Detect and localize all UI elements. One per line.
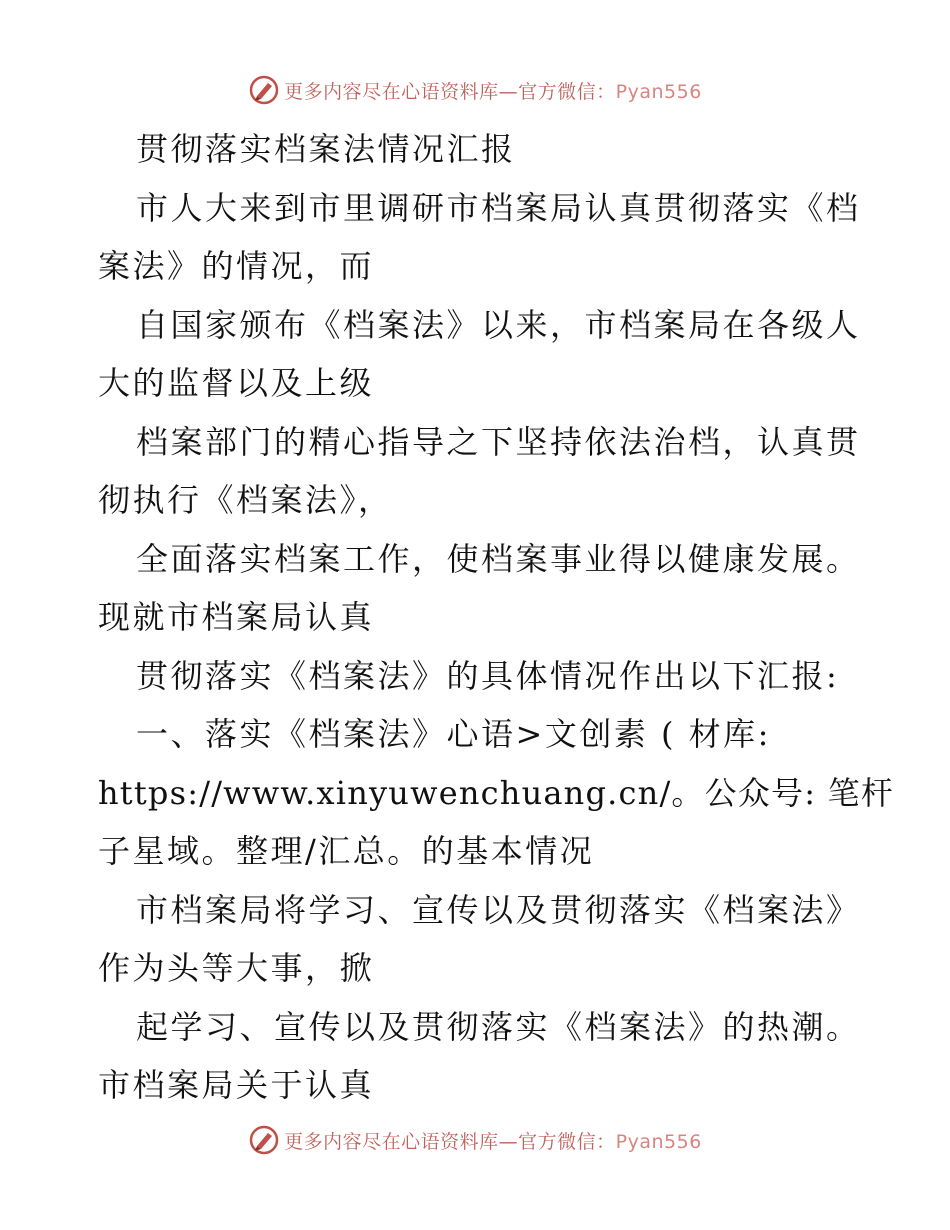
paragraph-line: 案法》的情况，而 [98, 247, 375, 285]
paragraph-line: 现就市档案局认真 [98, 598, 375, 636]
paragraph-line: 彻执行《档案法》， [98, 481, 393, 519]
paragraph-line: 作为头等大事，掀 [98, 949, 375, 987]
document-title: 贯彻落实档案法情况汇报 [136, 130, 516, 168]
watermark-text: 更多内容尽在心语资料库—官方微信：Pyan556 [284, 1130, 702, 1153]
paragraph-line: 自国家颁布《档案法》以来，市档案局在各级人 [136, 305, 861, 344]
paragraph-line: 市档案局将学习、宣传以及贯彻落实《档案法》 [136, 890, 861, 929]
watermark-text: 更多内容尽在心语资料库—官方微信：Pyan556 [284, 80, 702, 103]
paragraph-line: 起学习、宣传以及贯彻落实《档案法》的热潮。 [136, 1007, 861, 1046]
header-watermark [0, 70, 950, 110]
footer-watermark [0, 1120, 950, 1160]
section-heading: 一、落实《档案法》心语>文创素 ( 材库: [136, 715, 771, 753]
pen-logo-icon [248, 1124, 280, 1156]
paragraph-line: 全面落实档案工作，使档案事业得以健康发展。 [136, 539, 861, 578]
paragraph-line: 大的监督以及上级 [98, 364, 375, 402]
paragraph-line: 档案部门的精心指导之下坚持依法治档，认真贯 [136, 422, 861, 461]
pen-logo-icon [248, 74, 280, 106]
paragraph-line: 子星域。整理/汇总。的基本情况 [98, 832, 595, 870]
document-body [98, 120, 894, 1115]
paragraph-line: 市人大来到市里调研市档案局认真贯彻落实《档 [136, 188, 861, 227]
paragraph-line: 市档案局关于认真 [98, 1066, 375, 1104]
paragraph-line: 贯彻落实《档案法》的具体情况作出以下汇报: [136, 656, 840, 695]
paragraph-line-url: https://www.xinyuwenchuang.cn/。公众号: 笔杆 [98, 773, 894, 812]
